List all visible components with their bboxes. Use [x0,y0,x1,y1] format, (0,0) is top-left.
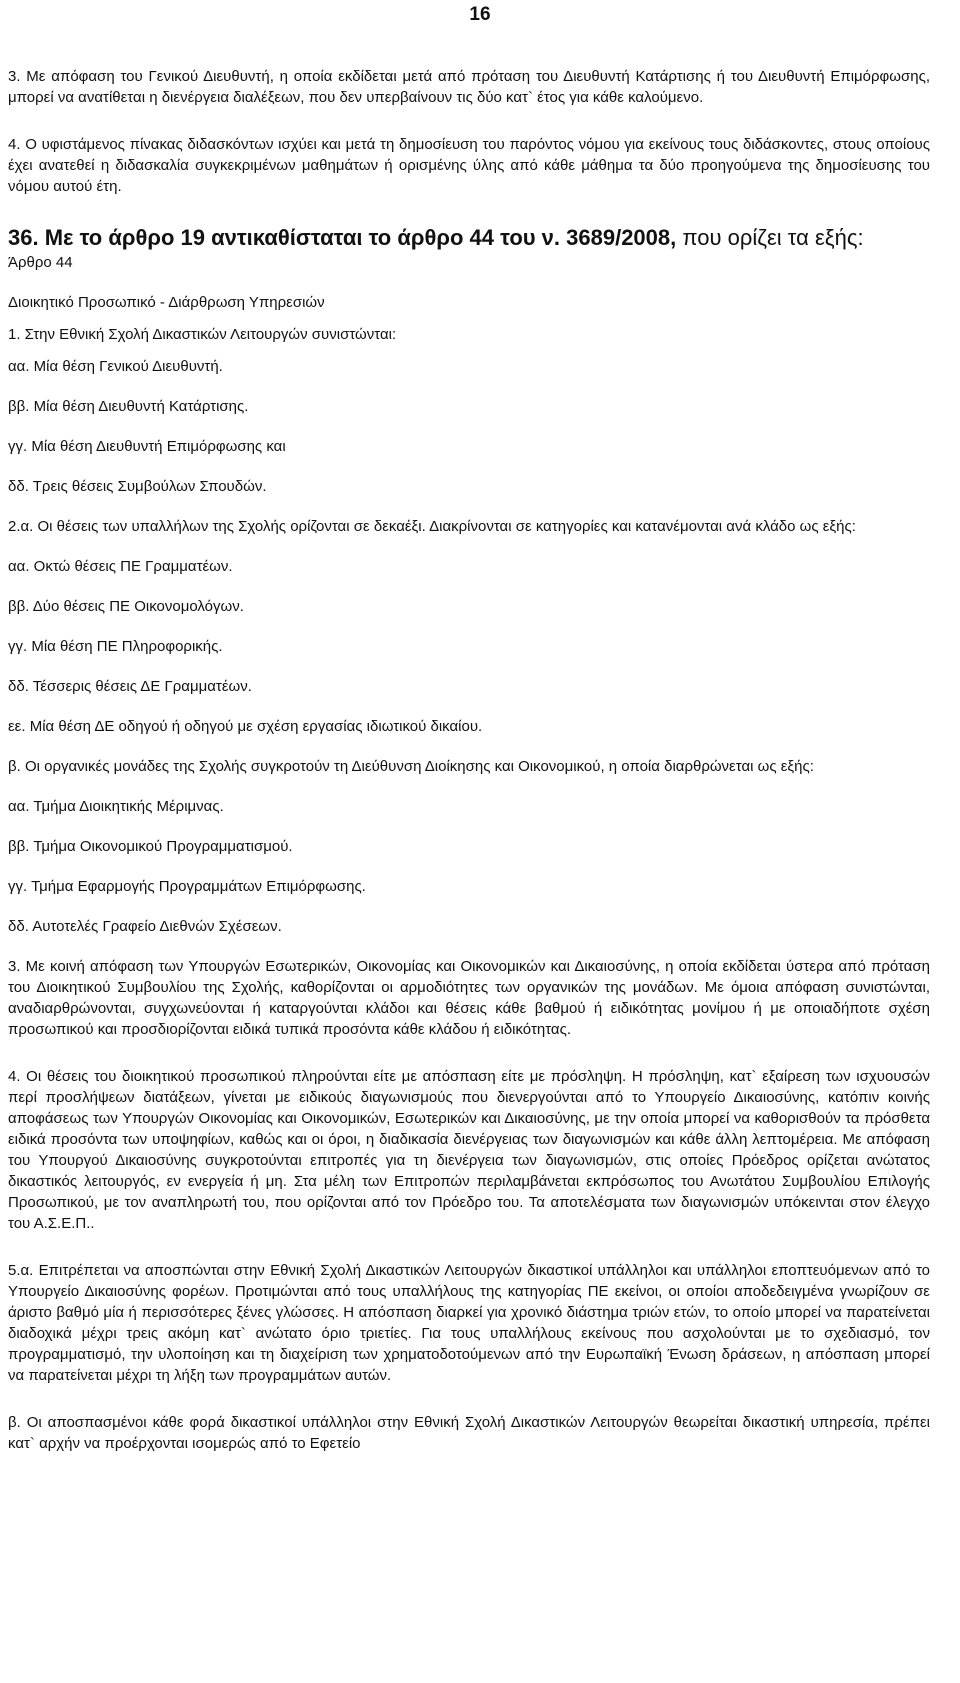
article-paragraph-5b: β. Οι αποσπασμένοι κάθε φορά δικαστικοί υπάλληλοι στην Εθνική Σχολή Δικαστικών Λειτουργών θεωρείται δικαστική υπηρεσία, πρέπει κατ` αρχήν να προέρχονται ισομερώς από το Εφετείο [8,1414,930,1452]
section-heading-bold: 36. Με το άρθρο 19 αντικαθίσταται το άρθρο 44 του ν. 3689/2008, [8,225,677,250]
list-item: δδ. Αυτοτελές Γραφείο Διεθνών Σχέσεων. [8,918,282,935]
page-number: 16 [469,4,491,25]
section-heading [8,224,930,252]
section-heading-rest: που ορίζει τα εξής: [676,225,864,250]
article-paragraph-4: 4. Οι θέσεις του διοικητικού προσωπικού πληρούνται είτε με απόσπαση είτε με πρόσληψη. Η πρόσληψη, κατ` εξαίρεση των ισχυουσών περί προσλήψεων διατάξεων, γίνεται με ειδικούς διαγωνισμούς που διενεργούνται από το Υπουργείο Δικαιοσύνης, κατόπιν κοινής αποφάσεως των Υπουργών Οικονομίας και Οικονομικών, Εσωτερικών και Δικαιοσύνης, με την οποία μπορεί να καθορισθούν τα πρόσθετα ειδικά προσόντα των υποψηφίων, καθώς και οι όροι, η διαδικασία διενέργειας των διαγωνισμών και κάθε άλλη λεπτομέρεια. Με απόφαση του Υπουργού Δικαιοσύνης συγκροτούνται επιτροπές για τη διενέργεια των διαγωνισμών, στις οποίες Πρόεδρος ορίζεται ανώτατος δικαστικός λειτουργός, εν ενεργεία ή μη. Στα μέλη των Επιτροπών περιλαμβάνεται εκπρόσωπος του Ανωτάτου Συμβουλίου Επιλογής Προσωπικού, με τον αναπληρωτή του, που ορίζονται από τον Πρόεδρο του. Τα αποτελέσματα των διαγωνισμών υπόκεινται στον έλεγχο του Α.Σ.Ε.Π.. [8,1068,930,1232]
article-paragraph-2b: β. Οι οργανικές μονάδες της Σχολής συγκροτούν τη Διεύθυνση Διοίκησης και Οικονομικού, η οποία διαρθρώνεται ως εξής: [8,758,814,775]
list-item: ββ. Δύο θέσεις ΠΕ Οικονομολόγων. [8,598,244,615]
article-paragraph-2a: 2.α. Οι θέσεις των υπαλλήλων της Σχολής ορίζονται σε δεκαέξι. Διακρίνονται σε κατηγορίες και κατανέμονται ανά κλάδο ως εξής: [8,518,856,535]
article-paragraph-5a: 5.α. Επιτρέπεται να αποσπώνται στην Εθνική Σχολή Δικαστικών Λειτουργών δικαστικοί υπάλληλοι και υπάλληλοι εποπτευόμενων από το Υπουργείο Δικαιοσύνης φορέων. Προτιμώνται από τους υπαλλήλους της κατηγορίας ΠΕ εκείνοι, οι οποίοι αποδεδειγμένα γνωρίζουν σε άριστο βαθμό μία ή περισσότερες ξένες γλώσσες. Η απόσπαση διαρκεί για χρονικό διάστημα τριών ετών, το οποίο μπορεί να παρατείνεται διαδοχικά μέχρι τρεις ακόμη κατ` ανώτατο όριο τριετίες. Για τους υπαλλήλους εκείνους που ασχολούνται με το σχεδιασμό, τον προγραμματισμό, την υλοποίηση και τη διαχείριση των χρηματοδοτούμενων από την Ευρωπαϊκή Ένωση δράσεων, η απόσπαση μπορεί να παρατείνεται μέχρι τη λήξη των προγραμμάτων αυτών. [8,1262,930,1384]
paragraph-4: 4. Ο υφιστάμενος πίνακας διδασκόντων ισχύει και μετά τη δημοσίευση του παρόντος νόμου για εκείνους τους διδάσκοντες, στους οποίους έχει ανατεθεί η διδασκαλία συγκεκριμένων μαθημάτων ή ορισμένης ύλης από κάθε μάθημα τα δύο προηγούμενα της δημοσίευσης του νόμου αυτού έτη. [8,136,930,195]
list-item: αα. Μία θέση Γενικού Διευθυντή. [8,358,223,375]
list-item: γγ. Τμήμα Εφαρμογής Προγραμμάτων Επιμόρφωσης. [8,878,366,895]
list-item: δδ. Τρεις θέσεις Συμβούλων Σπουδών. [8,478,267,495]
document-body [8,66,930,1454]
article-paragraph-3: 3. Με κοινή απόφαση των Υπουργών Εσωτερικών, Οικονομίας και Οικονομικών και Δικαιοσύνης, η οποία εκδίδεται ύστερα από πρόταση του Διοικητικού Συμβουλίου της Σχολής, καθορίζονται οι αρμοδιότητες των οργανικών της μονάδων. Με όμοια απόφαση συνιστώνται, αναδιαρθρώνονται, συγχωνεύονται ή καταργούνται κλάδοι και θέσεις κάθε βαθμού ή ειδικότητας μονίμου ή με οποιαδήποτε σχέση προσωπικού και προσδιορίζονται ειδικά τυπικά προσόντα κάθε κλάδου ή ειδικότητας. [8,958,930,1038]
list-item: δδ. Τέσσερις θέσεις ΔΕ Γραμματέων. [8,678,252,695]
list-item: γγ. Μία θέση Διευθυντή Επιμόρφωσης και [8,438,286,455]
article-paragraph-1: 1. Στην Εθνική Σχολή Δικαστικών Λειτουργών συνιστώνται: [8,326,397,343]
article-label: Άρθρο 44 [8,254,73,271]
list-item: αα. Οκτώ θέσεις ΠΕ Γραμματέων. [8,558,233,575]
paragraph-3: 3. Με απόφαση του Γενικού Διευθυντή, η οποία εκδίδεται μετά από πρόταση του Διευθυντή Κατάρτισης ή του Διευθυντή Επιμόρφωσης, μπορεί να ανατίθεται η διενέργεια διαλέξεων, που δεν υπερβαίνουν τις δύο κατ` έτος για κάθε καλούμενο. [8,68,930,106]
list-item: αα. Τμήμα Διοικητικής Μέριμνας. [8,798,224,815]
list-item: ββ. Τμήμα Οικονομικού Προγραμματισμού. [8,838,293,855]
list-item: γγ. Μία θέση ΠΕ Πληροφορικής. [8,638,223,655]
list-item: ββ. Μία θέση Διευθυντή Κατάρτισης. [8,398,249,415]
article-title: Διοικητικό Προσωπικό - Διάρθρωση Υπηρεσιών [8,294,325,311]
list-item: εε. Μία θέση ΔΕ οδηγού ή οδηγού με σχέση εργασίας ιδιωτικού δικαίου. [8,718,483,735]
